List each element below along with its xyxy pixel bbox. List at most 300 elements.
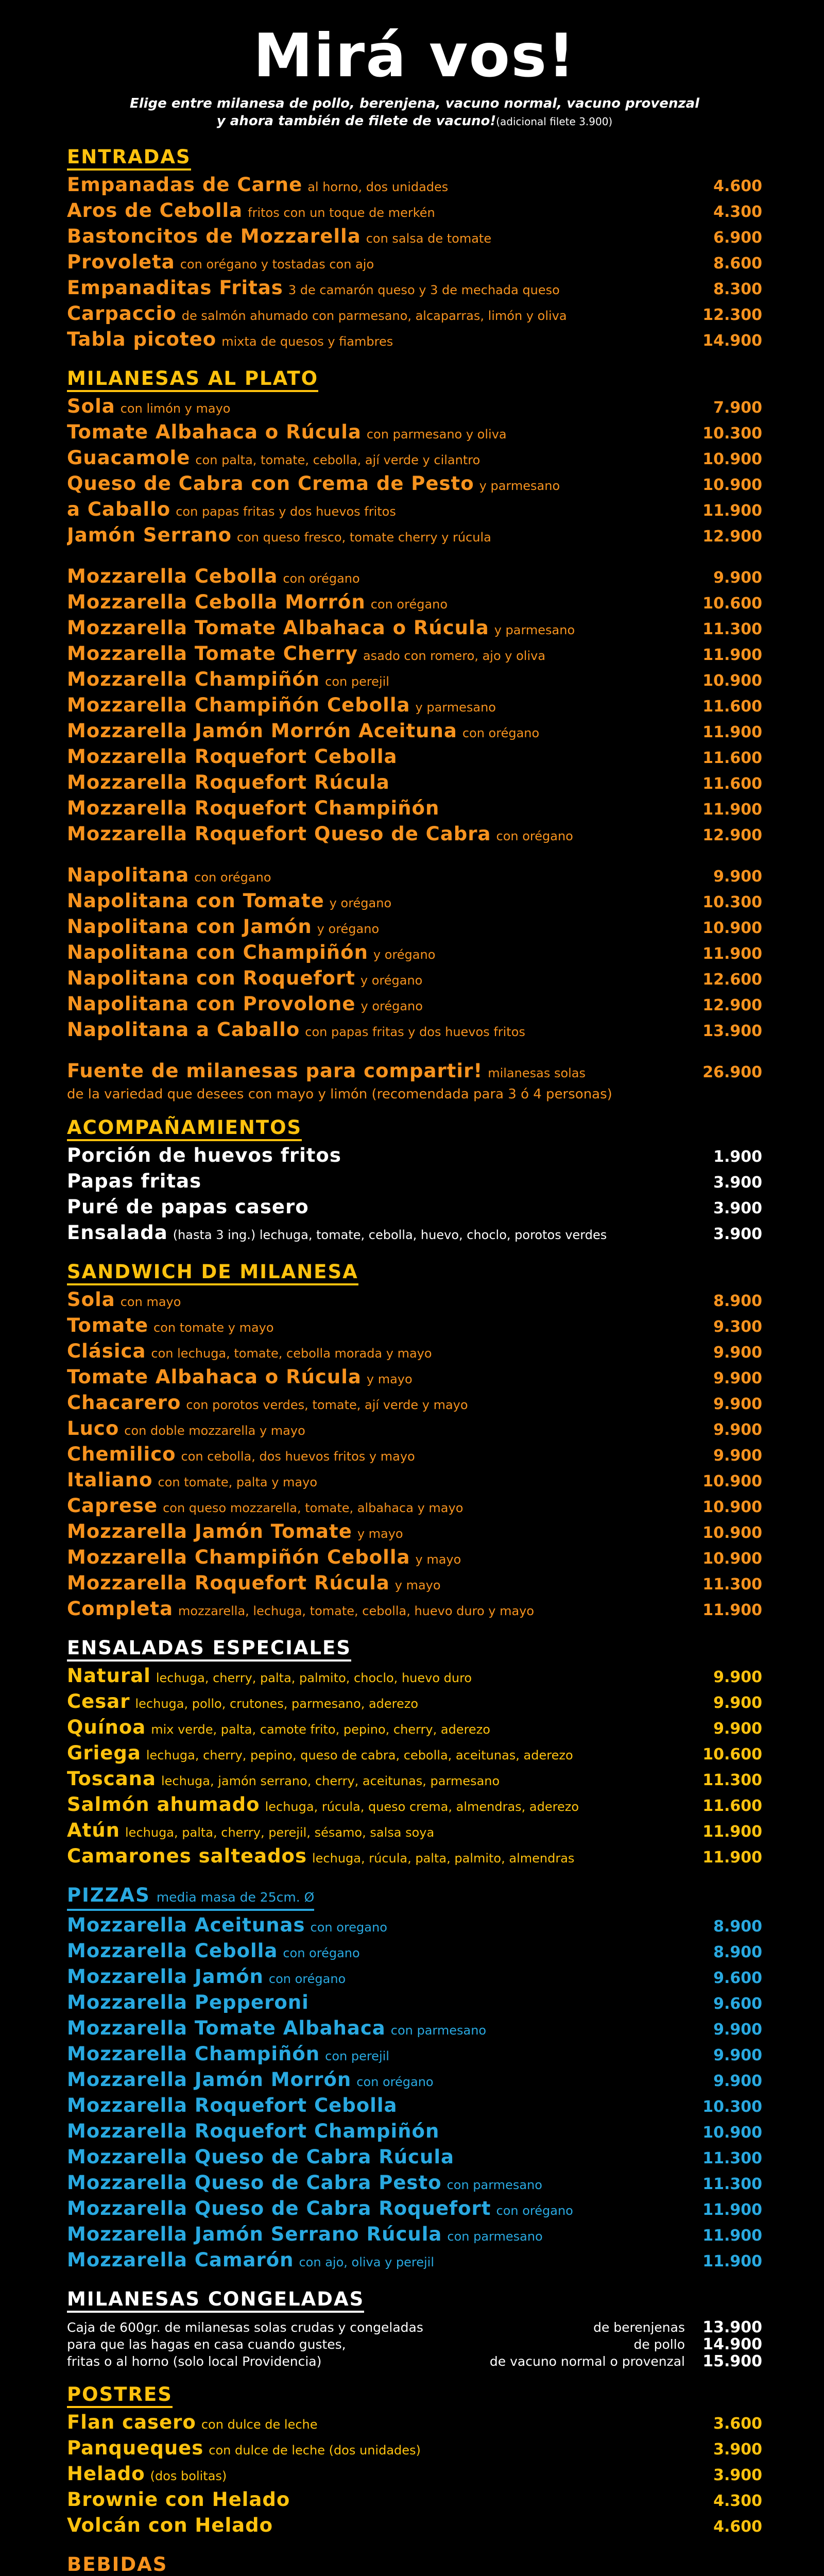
menu-item-name: Napolitana con Jamón xyxy=(67,916,312,938)
menu-item xyxy=(67,1742,762,1768)
menu-item-name: Mozzarella Roquefort Cebolla xyxy=(67,2094,398,2116)
menu-item-price: 6.900 xyxy=(713,229,762,247)
menu-item-price: 12.900 xyxy=(702,826,762,844)
section-title-milanesas xyxy=(67,367,318,392)
menu-item-name: Toscana xyxy=(67,1768,156,1790)
menu-item-price: 9.900 xyxy=(713,1421,762,1439)
menu-item xyxy=(67,1665,762,1690)
menu-item-name: Mozzarella Tomate Albahaca o Rúcula xyxy=(67,617,489,639)
menu-item-name: Mozzarella Tomate Albahaca xyxy=(67,2017,386,2039)
menu-item-text xyxy=(67,524,685,550)
menu-item-name: Tomate Albahaca o Rúcula xyxy=(67,1366,362,1388)
menu-item-desc: con doble mozzarella y mayo xyxy=(124,1423,305,1438)
menu-item-text xyxy=(67,421,685,447)
menu-item-price: 9.900 xyxy=(713,1694,762,1712)
menu-item-name: Mozzarella Queso de Cabra Rúcula xyxy=(67,2146,454,2168)
menu-item xyxy=(67,472,762,498)
menu-item xyxy=(67,1469,762,1495)
menu-item xyxy=(67,199,762,225)
menu-item-price: 3.900 xyxy=(713,1225,762,1243)
menu-item xyxy=(67,2514,762,2540)
menu-item-name: Camarones salteados xyxy=(67,1845,307,1867)
menu-item-desc: con orégano xyxy=(283,571,360,586)
menu-item-price: 11.600 xyxy=(702,775,762,793)
menu-item-name: Luco xyxy=(67,1417,119,1439)
section-title-text: ENSALADAS ESPECIALES xyxy=(67,1637,351,1659)
menu-item xyxy=(67,2463,762,2488)
intro-line-1: Elige entre milanesa de pollo, berenjena, vacuno normal, vacuno provenzal xyxy=(129,96,700,111)
menu-item-desc: con salsa de tomate xyxy=(366,231,492,246)
menu-item xyxy=(67,993,762,1019)
frozen-option xyxy=(490,2353,762,2370)
menu-item xyxy=(67,1144,762,1170)
menu-item-desc: con lechuga, tomate, cebolla morada y mayo xyxy=(151,1346,432,1361)
menu-item-price: 8.600 xyxy=(713,255,762,273)
menu-item-name: Mozzarella Jamón xyxy=(67,1965,264,1988)
menu-item-text xyxy=(67,1793,685,1819)
menu-item-name: Mozzarella Queso de Cabra Pesto xyxy=(67,2172,442,2194)
menu-item-desc: lechuga, cherry, palta, palmito, choclo, huevo duro xyxy=(156,1671,472,1685)
menu-item-text xyxy=(67,668,685,694)
menu-item xyxy=(67,421,762,447)
menu-item xyxy=(67,1392,762,1417)
menu-item-desc: y mayo xyxy=(394,1578,441,1592)
menu-item-price: 26.900 xyxy=(702,1063,762,1081)
section-title-text: MILANESAS CONGELADAS xyxy=(67,2288,365,2310)
menu-item-price: 11.900 xyxy=(702,502,762,520)
menu-item-text xyxy=(67,174,685,199)
menu-item-text xyxy=(67,2069,685,2094)
menu-item-price: 10.900 xyxy=(702,919,762,937)
menu-item-name: Empanaditas Fritas xyxy=(67,277,283,299)
menu-item-name: Panqueques xyxy=(67,2437,204,2459)
menu-item xyxy=(67,1940,762,1965)
menu-item-desc: con queso mozzarella, tomate, albahaca y mayo xyxy=(163,1501,464,1515)
menu-item-desc: con parmesano xyxy=(390,2023,487,2038)
menu-item-price: 11.300 xyxy=(702,2175,762,2193)
menu-item-text xyxy=(67,1572,685,1598)
menu-item-text xyxy=(67,225,685,251)
menu-item-name: Bastoncitos de Mozzarella xyxy=(67,225,361,247)
menu-item xyxy=(67,2172,762,2197)
menu-item xyxy=(67,1598,762,1623)
menu-item-text xyxy=(67,1845,685,1871)
menu-item-text xyxy=(67,1417,685,1443)
menu-item xyxy=(67,1793,762,1819)
menu-item-desc: con papas fritas y dos huevos fritos xyxy=(176,504,396,519)
menu-item-name: Mozzarella Tomate Cherry xyxy=(67,642,358,665)
menu-item-text xyxy=(67,2146,685,2172)
menu-item-text xyxy=(67,199,685,225)
menu-item-text xyxy=(67,1546,685,1572)
menu-item-desc: con limón y mayo xyxy=(120,401,231,416)
menu-item-price: 9.900 xyxy=(713,569,762,587)
section-sandwich xyxy=(67,1261,762,1623)
menu-item xyxy=(67,967,762,993)
menu-item xyxy=(67,1819,762,1845)
menu-item xyxy=(67,720,762,745)
menu-item-text xyxy=(67,2249,685,2275)
menu-item-text xyxy=(67,967,685,993)
frozen-option-price: 15.900 xyxy=(702,2352,762,2370)
menu-item-price: 9.900 xyxy=(713,1720,762,1738)
menu-item-desc: con tomate, palta y mayo xyxy=(158,1475,318,1489)
menu-item-desc: 3 de camarón queso y 3 de mechada queso xyxy=(288,283,560,297)
menu-item xyxy=(67,1060,762,1086)
menu-item-name: Atún xyxy=(67,1819,121,1841)
menu-item-price: 9.900 xyxy=(713,2072,762,2090)
menu-item-text xyxy=(67,395,685,421)
menu-item-desc: con mayo xyxy=(120,1295,181,1309)
menu-item-text xyxy=(67,1598,685,1623)
menu-item xyxy=(67,447,762,472)
menu-item-name: Mozzarella Jamón Serrano Rúcula xyxy=(67,2223,442,2245)
menu-item-name: Mozzarella Roquefort Queso de Cabra xyxy=(67,823,491,845)
menu-item xyxy=(67,2120,762,2146)
menu-item-price: 10.300 xyxy=(702,425,762,443)
menu-item-price: 3.600 xyxy=(713,2415,762,2433)
menu-item-text xyxy=(67,1665,685,1690)
menu-item-price: 10.900 xyxy=(702,1498,762,1516)
menu-item-text xyxy=(67,1289,685,1314)
menu-item xyxy=(67,2437,762,2463)
menu-item-text xyxy=(67,864,685,890)
menu-item-name: Mozzarella Queso de Cabra Roquefort xyxy=(67,2197,491,2219)
menu-item-text xyxy=(67,1019,685,1044)
menu-item-name: Aros de Cebolla xyxy=(67,199,243,222)
menu-item-desc: con dulce de leche xyxy=(201,2417,318,2432)
menu-item-desc: con orégano y tostadas con ajo xyxy=(180,257,374,272)
menu-item-text xyxy=(67,2043,685,2069)
menu-item-desc: con parmesano xyxy=(447,2178,542,2192)
menu-item-price: 11.900 xyxy=(702,723,762,741)
frozen-option-label: de vacuno normal o provenzal xyxy=(489,2354,685,2369)
menu-item-desc: con orégano xyxy=(194,870,271,885)
menu-item xyxy=(67,225,762,251)
menu-item-price: 4.300 xyxy=(713,203,762,221)
menu-item-text xyxy=(67,823,685,849)
menu-item-text xyxy=(67,1060,685,1086)
menu-item-name: Griega xyxy=(67,1742,141,1764)
menu-item xyxy=(67,864,762,890)
menu-item-text xyxy=(67,2094,685,2120)
menu-item xyxy=(67,2223,762,2249)
menu-item-name: Mozzarella Roquefort Champiñón xyxy=(67,797,440,819)
menu-item-name: Napolitana con Provolone xyxy=(67,993,356,1015)
section-acompanamientos xyxy=(67,1116,762,1247)
menu-item-text xyxy=(67,993,685,1019)
section-entradas xyxy=(67,146,762,354)
section-subtitle: media masa de 25cm. Ø xyxy=(156,1890,315,1905)
section-title-text: MILANESAS AL PLATO xyxy=(67,367,319,389)
menu-item xyxy=(67,1520,762,1546)
menu-item xyxy=(67,1914,762,1940)
menu-item-price: 9.900 xyxy=(713,1395,762,1413)
menu-item-name: Mozzarella Champiñón xyxy=(67,668,320,690)
menu-item-desc: asado con romero, ajo y oliva xyxy=(363,649,546,663)
menu-item-price: 11.600 xyxy=(702,1797,762,1815)
frozen-option-label: de pollo xyxy=(633,2337,685,2352)
menu-item-desc: fritos con un toque de merkén xyxy=(248,206,435,220)
group-gap xyxy=(67,849,762,864)
menu-item xyxy=(67,1289,762,1314)
menu-item-price: 10.900 xyxy=(702,672,762,690)
menu-item-price: 11.300 xyxy=(702,1575,762,1594)
menu-item-text xyxy=(67,1716,685,1742)
menu-item-name: Brownie con Helado xyxy=(67,2488,290,2511)
menu-item-price: 9.900 xyxy=(713,868,762,886)
menu-item-desc: con orégano xyxy=(496,2204,573,2218)
menu-item-name: Guacamole xyxy=(67,447,191,469)
menu-item xyxy=(67,1222,762,1247)
menu-item-desc: y parmesano xyxy=(494,623,575,637)
menu-item xyxy=(67,642,762,668)
frozen-option xyxy=(490,2319,762,2336)
menu-item-price: 12.300 xyxy=(702,306,762,324)
menu-item xyxy=(67,277,762,302)
menu-item-desc: con ajo, oliva y perejil xyxy=(299,2255,435,2269)
menu-item-name: Queso de Cabra con Crema de Pesto xyxy=(67,472,474,495)
menu-item xyxy=(67,916,762,941)
menu-item-text xyxy=(67,1495,685,1520)
frozen-option-price: 14.900 xyxy=(702,2335,762,2353)
menu-item xyxy=(67,328,762,354)
menu-item-text xyxy=(67,328,685,354)
menu-item-name: Mozzarella Cebolla Morrón xyxy=(67,591,366,613)
menu-item-name: Helado xyxy=(67,2463,145,2485)
menu-item-desc: con dulce de leche (dos unidades) xyxy=(209,2443,421,2458)
frozen-description xyxy=(67,2319,490,2370)
menu-item-desc: y parmesano xyxy=(415,700,496,715)
menu-item-desc: y mayo xyxy=(415,1552,461,1567)
menu-item xyxy=(67,1314,762,1340)
menu-item-desc: (dos bolitas) xyxy=(150,2469,227,2483)
menu-item-text xyxy=(67,2223,685,2249)
menu-item-price: 11.900 xyxy=(702,801,762,819)
menu-item-desc: lechuga, rúcula, queso crema, almendras, aderezo xyxy=(265,1800,579,1814)
menu-item-name: Italiano xyxy=(67,1469,153,1491)
menu-item-name: Cesar xyxy=(67,1690,130,1713)
menu-item xyxy=(67,524,762,550)
menu-item-name: Tomate xyxy=(67,1314,149,1336)
menu-item-desc: con porotos verdes, tomate, ají verde y mayo xyxy=(186,1398,468,1412)
menu-item-text xyxy=(67,2172,685,2197)
menu-item-name: Puré de papas casero xyxy=(67,1196,309,1218)
section-pizzas xyxy=(67,1884,762,2275)
menu-item-price: 11.900 xyxy=(702,1823,762,1841)
menu-item-price: 11.900 xyxy=(702,945,762,963)
menu-item-name: Napolitana xyxy=(67,864,190,886)
menu-item-price: 11.900 xyxy=(702,1601,762,1619)
menu-item-price: 4.300 xyxy=(713,2492,762,2510)
menu-item-desc: de salmón ahumado con parmesano, alcaparras, limón y oliva xyxy=(181,309,567,323)
menu-item-price: 9.900 xyxy=(713,1344,762,1362)
section-title-sandwich xyxy=(67,1261,358,1285)
menu-item-desc: lechuga, palta, cherry, perejil, sésamo, salsa soya xyxy=(125,1825,435,1840)
section-title-bebidas xyxy=(67,2553,167,2576)
menu-item xyxy=(67,694,762,720)
menu-item xyxy=(67,2146,762,2172)
menu-item-text xyxy=(67,1469,685,1495)
menu-item-price: 3.900 xyxy=(713,2441,762,2459)
menu-item-price: 10.300 xyxy=(702,893,762,911)
menu-item-name: Mozzarella Cebolla xyxy=(67,565,278,587)
section-title-text: BEBIDAS xyxy=(67,2553,168,2575)
menu-item-text xyxy=(67,277,685,302)
intro-line-2 xyxy=(67,112,762,130)
menu-item-text xyxy=(67,771,685,797)
menu-item xyxy=(67,1845,762,1871)
menu-item-name: Mozzarella Roquefort Rúcula xyxy=(67,771,390,793)
menu-item-desc: y orégano xyxy=(317,922,380,936)
menu-item xyxy=(67,1340,762,1366)
menu-item xyxy=(67,745,762,771)
menu-item xyxy=(67,890,762,916)
menu-item-desc: con orégano xyxy=(283,1946,360,1960)
menu-item-name: Mozzarella Jamón Morrón xyxy=(67,2069,352,2091)
menu-item-price: 11.900 xyxy=(702,1849,762,1867)
menu-item-text xyxy=(67,1940,685,1965)
menu-item-text xyxy=(67,302,685,328)
menu-item-name: Natural xyxy=(67,1665,151,1687)
menu-item xyxy=(67,2411,762,2437)
frozen-option-price: 13.900 xyxy=(702,2318,762,2336)
menu-item-desc: y orégano xyxy=(373,947,436,962)
menu-item xyxy=(67,797,762,823)
menu-item xyxy=(67,174,762,199)
menu-item-text xyxy=(67,1914,685,1940)
menu-item xyxy=(67,2043,762,2069)
menu-item-name: Chemilico xyxy=(67,1443,176,1465)
menu-item-name: Napolitana a Caballo xyxy=(67,1019,300,1041)
section-congeladas xyxy=(67,2288,762,2370)
menu-item-price: 10.900 xyxy=(702,1550,762,1568)
menu-item-text xyxy=(67,1170,685,1196)
menu-item-price: 10.900 xyxy=(702,450,762,468)
section-title-text: ACOMPAÑAMIENTOS xyxy=(67,1116,302,1139)
menu-item-text xyxy=(67,1965,685,1991)
menu-item xyxy=(67,1965,762,1991)
menu-item xyxy=(67,941,762,967)
menu-title: Mirá vos! xyxy=(253,21,576,91)
section-title-text: ENTRADAS xyxy=(67,146,191,168)
menu-item-name: Salmón ahumado xyxy=(67,1793,260,1816)
menu-item-text xyxy=(67,498,685,524)
menu-item-desc: con queso fresco, tomate cherry y rúcula xyxy=(236,530,491,545)
menu-item-price: 9.600 xyxy=(713,1969,762,1987)
menu-item-price: 11.900 xyxy=(702,2227,762,2245)
menu-item-name: Tomate Albahaca o Rúcula xyxy=(67,421,362,443)
menu-item-name: Papas fritas xyxy=(67,1170,202,1192)
menu-item-desc: lechuga, jamón serrano, cherry, aceitunas, parmesano xyxy=(161,1774,500,1788)
section-postres xyxy=(67,2383,762,2540)
section-title-text: SANDWICH DE MILANESA xyxy=(67,1261,358,1283)
menu-item-price: 4.600 xyxy=(713,177,762,195)
menu-item xyxy=(67,2249,762,2275)
menu-item-text xyxy=(67,1392,685,1417)
menu-item-text xyxy=(67,2463,685,2488)
menu-item xyxy=(67,1019,762,1044)
menu-item-desc: con orégano xyxy=(268,1972,346,1986)
menu-item xyxy=(67,668,762,694)
intro-line-2-text: y ahora también de filete de vacuno! xyxy=(216,113,496,129)
menu-item xyxy=(67,2069,762,2094)
menu-item-desc: y mayo xyxy=(366,1372,413,1386)
menu-item-name: Napolitana con Champiñón xyxy=(67,941,368,963)
menu-item-price: 10.900 xyxy=(702,476,762,494)
menu-item-name: Mozzarella Jamón Tomate xyxy=(67,1520,352,1543)
menu-item-price: 7.900 xyxy=(713,399,762,417)
menu-item-name: Mozzarella Roquefort Cebolla xyxy=(67,745,398,768)
menu-item xyxy=(67,1716,762,1742)
group-gap xyxy=(67,1044,762,1060)
menu-item xyxy=(67,302,762,328)
menu-item xyxy=(67,1572,762,1598)
menu-item-text xyxy=(67,1222,685,1247)
menu-item-price: 3.900 xyxy=(713,2466,762,2484)
menu-item-price: 10.900 xyxy=(702,1472,762,1490)
menu-item-text xyxy=(67,694,685,720)
menu-item xyxy=(67,1443,762,1469)
menu-item-desc: con orégano xyxy=(496,829,573,843)
menu-item xyxy=(67,2017,762,2043)
menu-item-price: 10.300 xyxy=(702,2098,762,2116)
menu-item-price: 14.900 xyxy=(702,332,762,350)
menu-item-desc: y orégano xyxy=(329,896,392,910)
menu-item-price: 13.900 xyxy=(702,1022,762,1040)
menu-item xyxy=(67,1991,762,2017)
menu-item-price: 10.600 xyxy=(702,595,762,613)
menu-item-desc: y parmesano xyxy=(479,479,560,493)
menu-item-price: 12.900 xyxy=(702,996,762,1014)
menu-item-name: Chacarero xyxy=(67,1392,181,1414)
menu-item-name: Mozzarella Jamón Morrón Aceituna xyxy=(67,720,457,742)
menu-item xyxy=(67,1196,762,1222)
menu-item-text xyxy=(67,916,685,941)
menu-item-name: Mozzarella Champiñón Cebolla xyxy=(67,1546,410,1568)
menu-item-desc: con orégano xyxy=(370,597,448,612)
menu-item-name: Fuente de milanesas para compartir! xyxy=(67,1060,483,1082)
menu-item xyxy=(67,395,762,421)
menu-item-text xyxy=(67,1314,685,1340)
menu-item-desc: y mayo xyxy=(357,1527,403,1541)
frozen-block xyxy=(67,2319,762,2370)
menu-item-text xyxy=(67,642,685,668)
menu-item-desc: con orégano xyxy=(356,2075,434,2089)
menu-item xyxy=(67,498,762,524)
section-note: de la variedad que desees con mayo y limón (recomendada para 3 ó 4 personas) xyxy=(67,1087,612,1102)
menu-item-desc: y orégano xyxy=(360,973,423,988)
menu-item-name: Mozzarella Aceitunas xyxy=(67,1914,305,1936)
menu-item xyxy=(67,2094,762,2120)
section-title-text: POSTRES xyxy=(67,2383,173,2405)
menu-item xyxy=(67,823,762,849)
section-title-entradas xyxy=(67,146,191,171)
menu-item xyxy=(67,1495,762,1520)
menu-item-text xyxy=(67,2120,685,2146)
menu-item-desc: con tomate y mayo xyxy=(153,1320,274,1335)
menu-item-desc: con parmesano y oliva xyxy=(366,427,507,442)
menu-item-name: Jamón Serrano xyxy=(67,524,232,546)
menu-item-price: 4.600 xyxy=(713,2518,762,2536)
menu-item-price: 11.300 xyxy=(702,1771,762,1789)
menu-item-desc: con papas fritas y dos huevos fritos xyxy=(305,1025,525,1039)
menu-item-price: 11.900 xyxy=(702,646,762,664)
menu-item-price: 9.300 xyxy=(713,1318,762,1336)
menu-item-name: Mozzarella Champiñón Cebolla xyxy=(67,694,410,716)
menu-item-text xyxy=(67,797,685,823)
menu-item-text xyxy=(67,1366,685,1392)
